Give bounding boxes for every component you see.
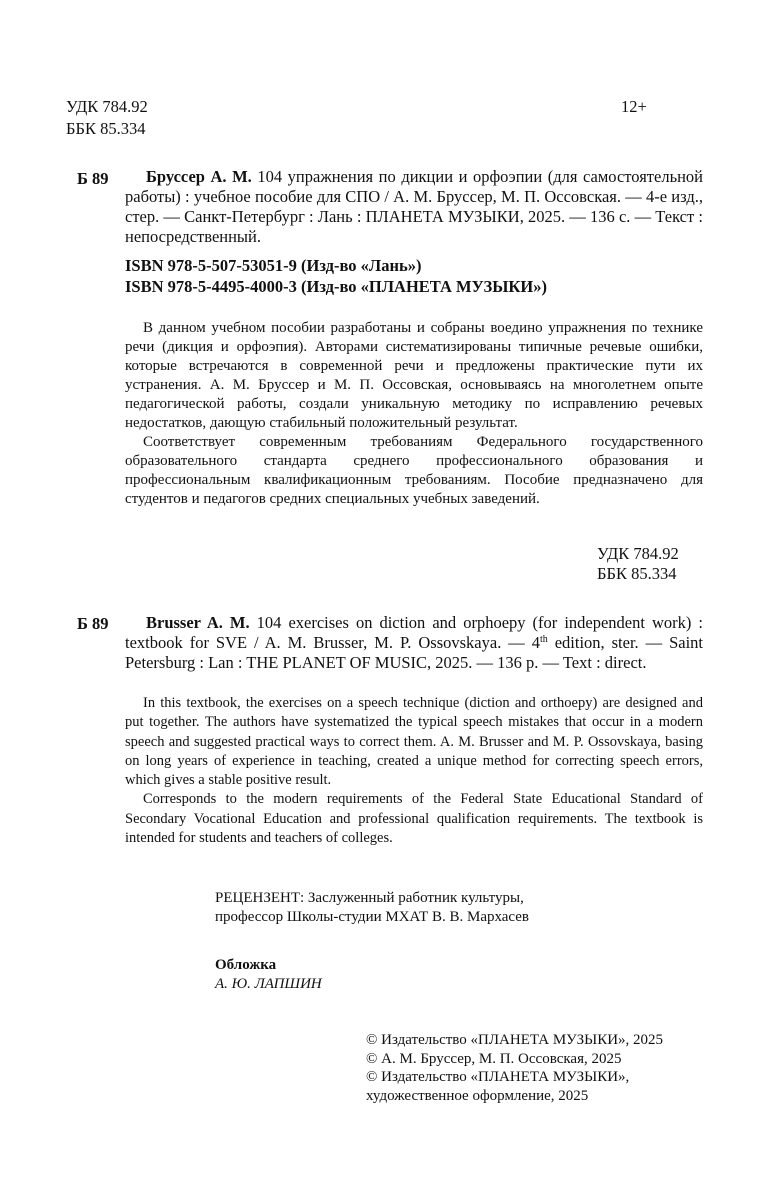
en-abstract-p2: Corresponds to the modern requirements of the Federal State Educational Standard of Secondary Vocational Education and professional qualification requirements. The textbook is intended for students and teachers of colleges. bbox=[125, 791, 703, 847]
age-rating: 12+ bbox=[621, 97, 647, 116]
en-abstract bbox=[125, 694, 703, 848]
ru-abstract-udk: УДК 784.92 bbox=[597, 544, 679, 563]
ru-abstract bbox=[125, 319, 703, 509]
en-entry-text-2: edition, ster. — Saint Petersburg : Lan : THE PLANET OF MUSIC, 2025. — 136 p. — Text : direct. bbox=[125, 633, 703, 672]
copyright-line2: © А. М. Бруссер, М. П. Оссовская, 2025 bbox=[366, 1051, 622, 1067]
ru-entry-code: Б 89 bbox=[77, 169, 109, 188]
ru-abstract-p2: Соответствует современным требованиям Федерального государственного образовательного стандарта среднего профессионального образования и профессиональным квалификационным требованиям. Пособие предназначено для студентов и педагогов средних специальных учебных заведений. bbox=[125, 434, 703, 507]
copyright-line1: © Издательство «ПЛАНЕТА МУЗЫКИ», 2025 bbox=[366, 1032, 664, 1048]
ru-entry-text: 104 упражнения по дикции и орфоэпии (для самостоятельной работы) : учебное пособие для СПО / А. М. Бруссер, М. П. Оссовская. — 4-е изд., стер. — Санкт-Петербург : Лань : ПЛАНЕТА МУЗЫКИ, 2025. — 136 с. — Текст : непосредственный. bbox=[125, 167, 704, 246]
reviewer-line1: РЕЦЕНЗЕНТ: Заслуженный работник культуры, bbox=[215, 890, 524, 906]
en-entry-description bbox=[125, 613, 703, 673]
en-abstract-p1: In this textbook, the exercises on a speech technique (diction and orthoepy) are designed and put together. The authors have systematized the typical speech mistakes that occur in a modern speech and suggested practical ways to correct them. A. M. Brusser and M. P. Ossovskaya, basing on long years of experience in teaching, created a unique method for correcting speech errors, which gives a stable positive result. bbox=[125, 695, 703, 789]
ru-abstract-bbk: ББК 85.334 bbox=[597, 564, 677, 583]
header-udk: УДК 784.92 bbox=[66, 97, 148, 116]
ru-entry-description bbox=[125, 167, 703, 247]
header-bbk: ББК 85.334 bbox=[66, 119, 146, 138]
copyright-line3: © Издательство «ПЛАНЕТА МУЗЫКИ», bbox=[366, 1069, 630, 1085]
copyright-line4: художественное оформление, 2025 bbox=[366, 1088, 589, 1104]
reviewer-line2: профессор Школы-студии МХАТ В. В. Мархасев bbox=[215, 909, 530, 925]
ru-abstract-p1: В данном учебном пособии разработаны и собраны воедино упражнения по технике речи (дикция и орфоэпия). Авторами систематизированы типичные речевые ошибки, которые встречаются в современной речи и предложены практические пути их устранения. А. М. Бруссер и М. П. Оссовская, основываясь на многолетнем опыте педагогической работы, создали уникальную методику по исправлению речевых недостатков, дающую стабильный положительный результат. bbox=[125, 320, 703, 431]
en-entry-text-1: 104 exercises on diction and orphoepy (for independent work) : textbook for SVE / A. M. Brusser, M. P. Ossovskaya. — 4 bbox=[125, 613, 704, 652]
en-entry-author: Brusser A. M. bbox=[146, 613, 250, 632]
isbn-lan: ISBN 978-5-507-53051-9 (Изд-во «Лань») bbox=[125, 256, 422, 275]
en-entry-sup: th bbox=[539, 634, 548, 645]
cover-label: Обложка bbox=[215, 957, 277, 973]
isbn-planeta: ISBN 978-5-4495-4000-3 (Изд-во «ПЛАНЕТА МУЗЫКИ») bbox=[125, 277, 547, 296]
en-entry-code: Б 89 bbox=[77, 614, 109, 633]
cover-artist: А. Ю. ЛАПШИН bbox=[215, 976, 322, 992]
ru-entry-author: Бруссер А. М. bbox=[146, 167, 252, 186]
